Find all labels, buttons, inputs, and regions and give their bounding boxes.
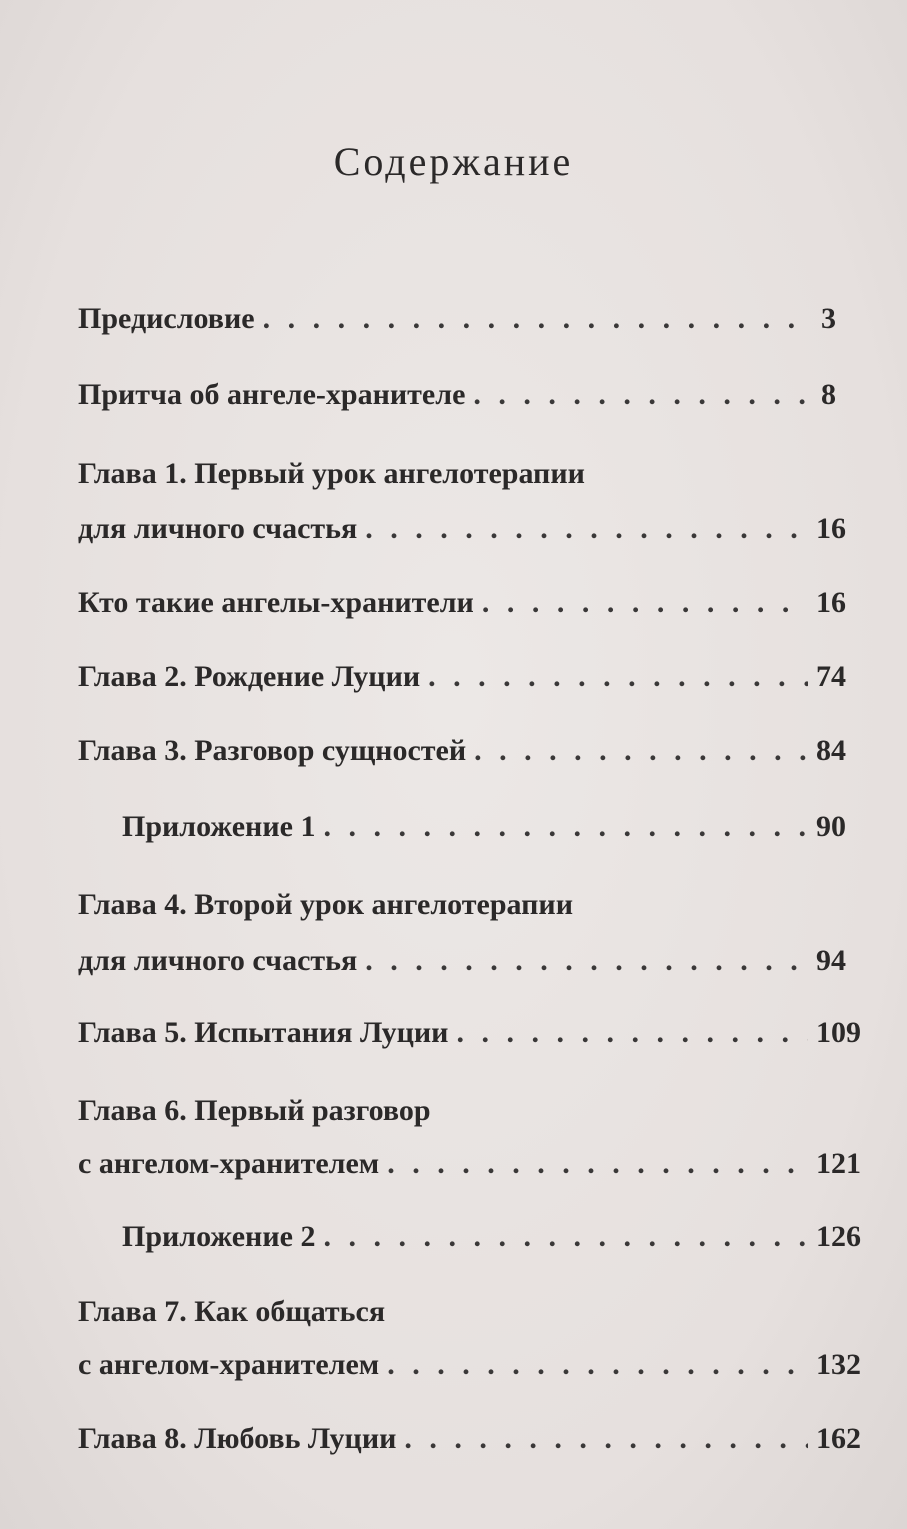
- toc-entry: [78, 1410, 861, 1455]
- toc-entry-title: Притча об ангеле-хранителе: [78, 378, 466, 411]
- dot-leader: [365, 946, 808, 976]
- toc-entry-title: Глава 6. Первый разговор: [78, 1094, 431, 1127]
- toc-entry-page: 84: [816, 734, 846, 767]
- toc-entry: [78, 1135, 861, 1180]
- toc-entry-title: Приложение 1: [122, 810, 316, 843]
- toc-entry: [78, 290, 836, 334]
- toc-entry: [122, 798, 846, 843]
- toc-entry-title: Глава 1. Первый урок ангелотерапии: [78, 457, 585, 490]
- dot-leader: [323, 812, 808, 842]
- toc-entry-title-cont: с ангелом-хранителем: [78, 1147, 380, 1180]
- dot-leader: [365, 514, 808, 544]
- toc-entry-title-cont: для личного счастья: [78, 944, 358, 977]
- toc-entry-title: Глава 5. Испытания Луции: [78, 1016, 449, 1049]
- dot-leader: [263, 304, 808, 334]
- toc-entry-page: 94: [816, 944, 846, 977]
- dot-leader: [474, 736, 808, 766]
- dot-leader: [428, 662, 808, 692]
- toc-entry-title: Глава 7. Как общаться: [78, 1295, 386, 1328]
- toc-entry-title: Кто такие ангелы-хранители: [78, 586, 474, 619]
- toc-entry-title: Приложение 2: [122, 1220, 316, 1253]
- dot-leader: [404, 1424, 808, 1454]
- toc-entry: [78, 366, 836, 410]
- dot-leader: [387, 1350, 808, 1380]
- toc-entry-page: 162: [816, 1422, 861, 1455]
- dot-leader: [323, 1222, 808, 1252]
- toc-entry-title: Глава 2. Рождение Луции: [78, 660, 421, 693]
- toc-entry-line-1: [78, 876, 836, 920]
- dot-leader: [482, 588, 808, 618]
- toc-entry-page: 16: [816, 512, 846, 545]
- dot-leader: [456, 1018, 808, 1048]
- toc-entry-title: Глава 8. Любовь Луции: [78, 1422, 397, 1455]
- toc-entry: [78, 932, 846, 977]
- toc-entry-title: Глава 3. Разговор сущностей: [78, 734, 467, 767]
- toc-entry-page: 109: [816, 1016, 861, 1049]
- toc-entry: [122, 1208, 861, 1253]
- toc-entry-title-cont: для личного счастья: [78, 512, 358, 545]
- toc-entry-line-1: [78, 1082, 836, 1126]
- toc-entry: [78, 722, 846, 767]
- toc-entry-title: Глава 4. Второй урок ангелотерапии: [78, 888, 573, 921]
- table-of-contents: [78, 0, 861, 1529]
- toc-entry-line-1: [78, 1283, 836, 1327]
- toc-entry: [78, 1336, 861, 1381]
- toc-entry-page: 8: [821, 378, 836, 411]
- toc-entry: [78, 648, 846, 693]
- toc-entry-page: 126: [816, 1220, 861, 1253]
- page-title: Содержание: [333, 139, 574, 184]
- toc-entry-line-1: [78, 445, 836, 489]
- toc-entry-title-cont: с ангелом-хранителем: [78, 1348, 380, 1381]
- toc-entry-page: 132: [816, 1348, 861, 1381]
- toc-entry-page: 74: [816, 660, 846, 693]
- toc-entry: [78, 574, 846, 619]
- toc-entry-page: 16: [816, 586, 846, 619]
- toc-entry: [78, 500, 846, 545]
- dot-leader: [387, 1149, 808, 1179]
- toc-entry-page: 3: [821, 302, 836, 335]
- toc-entry: [78, 1004, 861, 1049]
- dot-leader: [473, 380, 808, 410]
- toc-entry-page: 90: [816, 810, 846, 843]
- toc-entry-title: Предисловие: [78, 302, 255, 335]
- toc-entry-page: 121: [816, 1147, 861, 1180]
